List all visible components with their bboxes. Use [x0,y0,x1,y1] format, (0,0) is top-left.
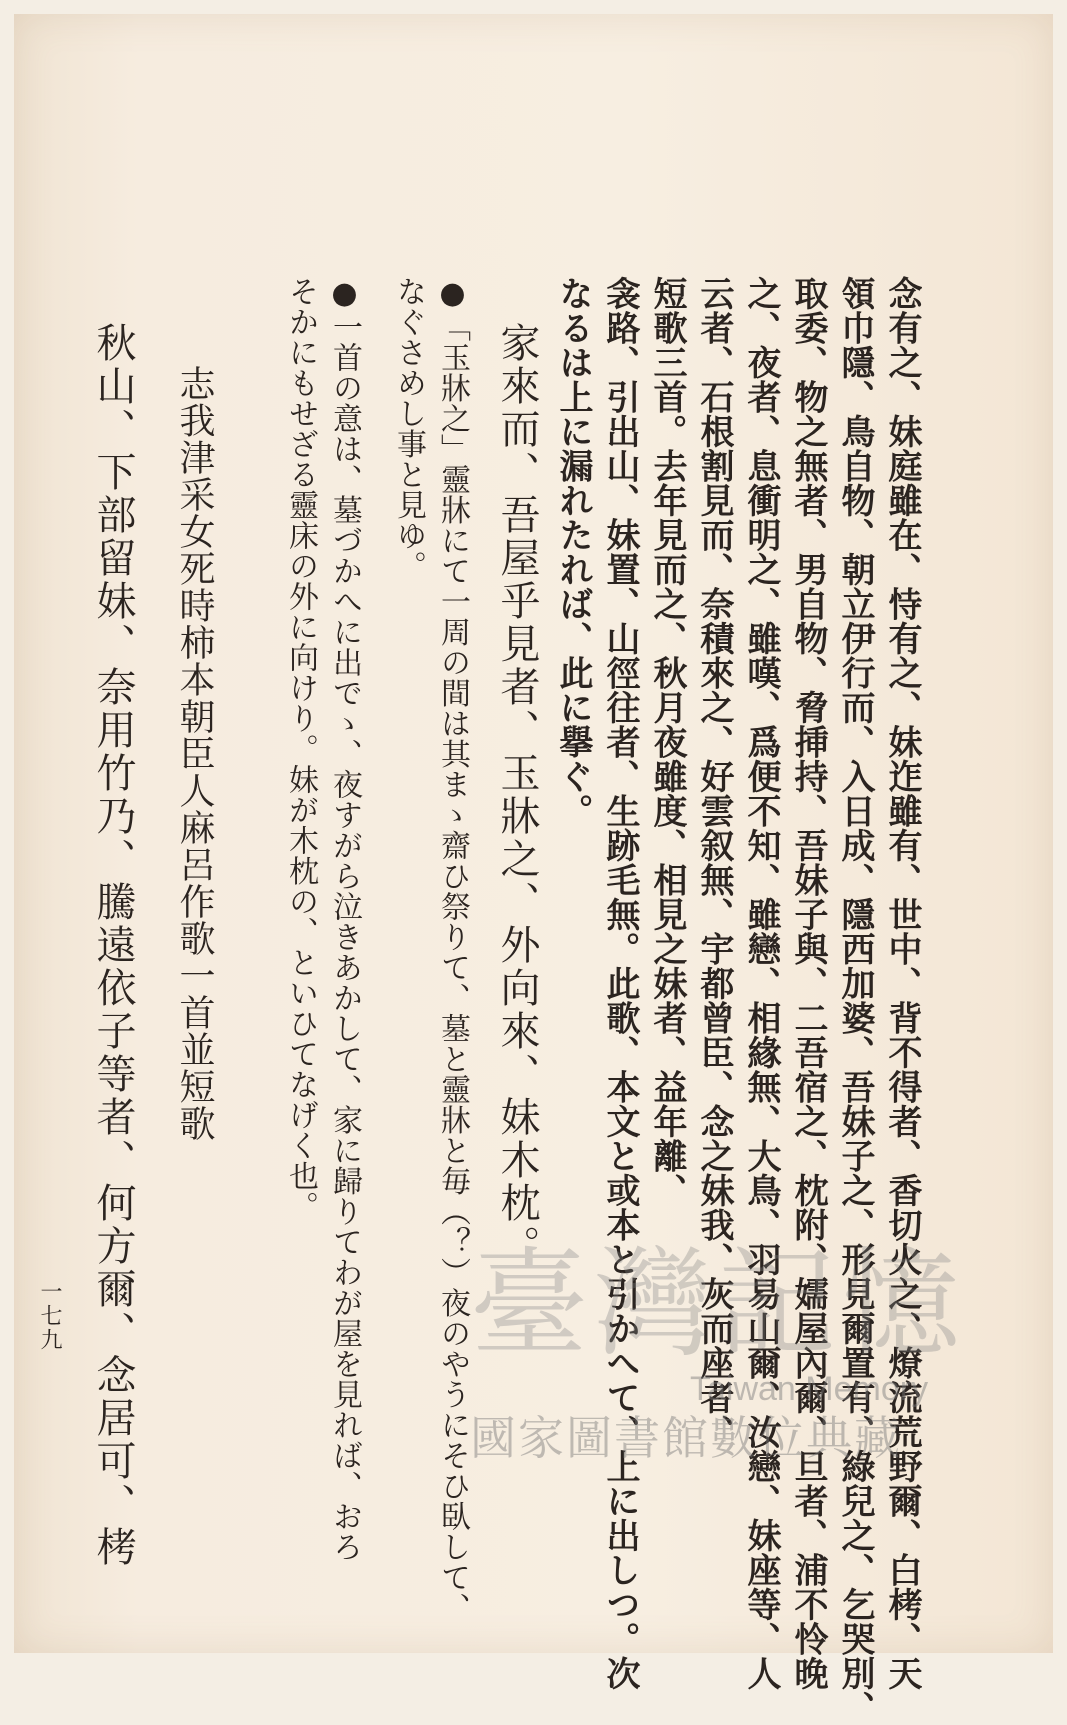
page-number: 一七九 [37,1280,62,1352]
note-column-1: ●「玉牀之」靈牀にて一周の間は其まゝ齋ひ祭りて、墓と靈牀と毎（？）夜のやうにそひ臥して、 [435,276,470,1623]
text-column-7: 衾路、引出山、妹置、山徑往者、生跡毛無。此歌、本文と或本と引かへて、上に出しつ。次 [600,276,640,1691]
note-column-4: そかにもせざる靈床の外に向けり。妹が木枕の、といひてなげく也。 [283,276,318,1222]
watermark-calligraphy: 臺灣記憶 [470,1235,967,1373]
note-column-2: なぐさめし事と見ゆ。 [391,276,426,581]
text-column-8: なるは上に漏れたれば、此に擧ぐ。 [553,276,593,828]
watermark-english: Taiwan Memory [690,1370,929,1408]
text-column-3: 取委、物之無者、男自物、脅挿持、吾妹子與、二吾宿之、枕附、嬬屋內爾、旦者、浦不怜晚 [788,276,828,1691]
poem-start-line: 秋山、下部留妹、奈用竹乃、騰遠依子等者、何方爾、念居可、栲 [90,322,136,1569]
poem-line: 家來而、吾屋乎見者、玉牀之、外向來、妹木枕。 [494,322,540,1268]
text-column-1: 念有之、妹庭雖在、恃有之、妹迮雖有、世中、背不得者、香切火之、燎流荒野爾、白栲、天 [882,276,922,1691]
watermark-chinese: 國家圖書館數位典藏 [470,1411,902,1465]
note-column-3: ●一首の意は、墓づかへに出でゝ、夜すがら泣きあかして、家に歸りてわが屋を見れば、おろ [327,276,362,1562]
text-column-5: 云者、石根割見而、奈積來之、好雲叙無、宇都曾臣、念之妹我、灰而座者、 [694,276,734,1449]
text-column-2: 領巾隱、鳥自物、朝立伊行而、入日成、隱西加婆、吾妹子之、形見爾置有、綠兒之、乞哭別、 [835,276,875,1725]
text-column-4: 之、夜者、息衝明之、雖嘆、爲便不知、雖戀、相緣無、大鳥、羽易山爾、汝戀、妹座等、人 [741,276,781,1691]
text-column-6: 短歌三首。去年見而之、秋月夜雖度、相見之妹者、益年離、 [647,276,687,1208]
section-title: 志我津采女死時柿本朝臣人麻呂作歌一首並短歌 [174,365,215,1142]
